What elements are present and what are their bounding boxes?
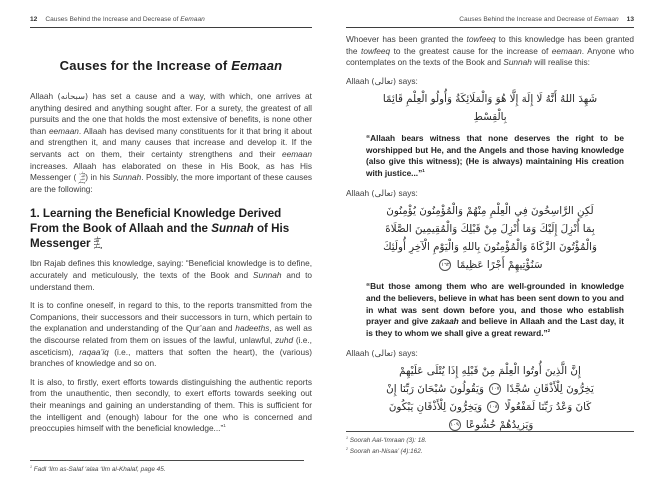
verse-translation: “But those among them who are well-grounded in knowledge and the believers, believe in what has been sent down to you and in what was sent down before you, and those who establish prayer and give zakaah and believe in Allaah and the Last day, it is they to whom we shall give a great reward.”$^2$ bbox=[366, 281, 624, 339]
body-paragraph: Ibn Rajab defines this knowledge, saying: “Beneficial knowledge is to define, accurately and meticulously, the texts of the Book and Sunnah and to understand them. bbox=[30, 258, 312, 292]
left-page-number: 12 bbox=[30, 16, 38, 23]
running-title: Causes Behind the Increase and Decrease of Eemaan bbox=[45, 16, 205, 23]
body-paragraph: It is also, to firstly, exert efforts towards distinguishing the authentic reports from the unauthentic, then secondly, to exert efforts towards seeking out their meanings and gaining an understanding of them. This is sufficient for the intelligent and (enough) labour for the one who is concerned and preoccupies himself with the beneficial knowledge...”$^1$ bbox=[30, 376, 312, 434]
body-paragraph: Allaah (سبحانه) has set a cause and a way, with which, one arrives at anything desired and anything sought after. For a surety, the greatest of all pursuits and the one that holds the most extensive of benefits, is none other than eemaan. Allaah has devised many constituents for it that bring it about and strengthen it, and many causes that increase and develop it. If the servants act on them, their certainty strengthens and their eemaan increases. Allaah has elaborated on these in His Book, as has His Messenger ( صلى الله عليه وسلم) in his Sunnah. Possibly, the more important of these causes are the following: bbox=[30, 91, 312, 195]
body-paragraph: It is to confine oneself, in regard to this, to the reports transmitted from the Companions, their successors and their successors in turn, which pertain to the explanation and understanding of the Qur’aan and hadeeths, as well as the discourse related from them on issues of the lawful, unlawful, zuhd (i.e., asceticism), raqaa’iq (i.e., matters that soften the heart), the (various) branches of knowledge and so on. bbox=[30, 300, 312, 369]
left-page-header bbox=[30, 16, 312, 28]
right-page-header bbox=[346, 16, 634, 28]
left-page-footer bbox=[0, 460, 330, 476]
right-page-footer bbox=[330, 431, 660, 458]
chapter-title: Causes for the Increase of Eemaan bbox=[59, 58, 283, 73]
right-page-number: 13 bbox=[626, 16, 634, 23]
footnote: $^2$ Soorah an-Nisaa’ (4):162. bbox=[346, 446, 423, 456]
body-paragraph: Whoever has been granted the towfeeq to this knowledge has been granted the towfeeq to the greatest cause for the increase of eemaan. Anyone who contemplates on the texts of the Book and Sunnah will realise this: bbox=[346, 34, 635, 68]
quran-verse: لَكِنِ الرَّاسِخُونَ فِي الْعِلْمِ مِنْهُمْ وَالْمُؤْمِنُونَ يُؤْمِنُونَ بِمَا أُنْزِلَ إِلَيْكَ وَمَا أُنْزِلَ مِنْ قَبْلِكَ وَالْمُقِيمِينَ الصَّلَاةَ وَالْمُؤْتُونَ الزَّكَاةَ وَالْمُؤْمِنُونَ بِاللهِ وَالْيَوْمِ الْآخِرِ أُولَئِكَ سَنُؤْتِيهِمْ أَجْرًا عَظِيمًا ١٦٢ bbox=[383, 204, 597, 272]
footnote: $^1$ Soorah Aal-‘Imraan (3): 18. bbox=[346, 436, 427, 445]
footnote-rule bbox=[346, 431, 634, 432]
section-heading: 1. Learning the Beneficial Knowledge Derived From the Book of Allaah and the Sunnah of His Messenger صلى الله عليه وسلم bbox=[30, 206, 290, 250]
right-page bbox=[330, 0, 660, 500]
running-title: Causes Behind the Increase and Decrease of Eemaan bbox=[459, 16, 619, 23]
footnote-rule bbox=[30, 460, 304, 461]
footnote: $^1$ Fadl ‘Ilm as-Salaf ‘alaa ‘Ilm al-Khalaf, page 45. bbox=[30, 464, 166, 474]
says-line: Allaah (تعالى) says: bbox=[346, 187, 418, 198]
says-line: Allaah (تعالى) says: bbox=[346, 347, 418, 358]
quran-verse: شَهِدَ اللهُ أَنَّهُ لَا إِلَهَ إِلَّا هُوَ وَالْمَلَائِكَةُ وَأُولُو الْعِلْمِ قَائِمًا بِالْقِسْطِ bbox=[382, 92, 598, 123]
quran-verse: إِنَّ الَّذِينَ أُوتُوا الْعِلْمَ مِنْ قَبْلِهِ إِذَا يُتْلَى عَلَيْهِمْ يَخِرُّونَ لِلْأَذْقَانِ سُجَّدًا ١٠٧ وَيَقُولُونَ سُبْحَانَ رَبِّنَا إِنْ كَانَ وَعْدُ رَبِّنَا لَمَفْعُولًا ١٠٨ وَيَخِرُّونَ لِلْأَذْقَانِ يَبْكُونَ وَيَزِيدُهُمْ خُشُوعًا ١٠٩ bbox=[386, 364, 594, 431]
says-line: Allaah (تعالى) says: bbox=[346, 75, 418, 86]
verse-translation: “Allaah bears witness that none deserves the right to be worshipped but He, and the Angels and those having knowledge (also give this witness); (He is always) maintaining His creation with justice...”$^1$ bbox=[366, 132, 624, 179]
